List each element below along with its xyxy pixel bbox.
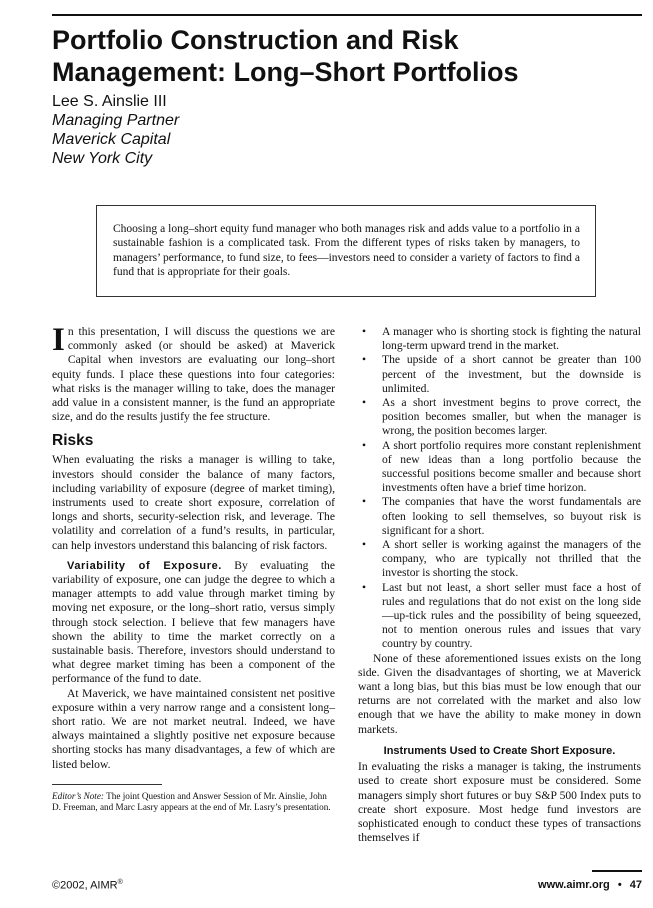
list-item: • A manager who is shorting stock is fighting the natural long-term upward trend in the market.	[358, 325, 641, 353]
disadvantages-list	[358, 325, 641, 652]
left-column	[52, 322, 335, 814]
footer-separator: •	[617, 879, 622, 891]
list-item: • The companies that have the worst fundamentals are often looking to sell themselves, so buyout risk is significant for a short.	[358, 495, 641, 538]
list-item: • The upside of a short cannot be greater than 100 percent of the investment, but the downside is unlimited.	[358, 353, 641, 396]
article-header	[52, 24, 642, 168]
editors-note-label: Editor’s Note:	[52, 790, 104, 801]
author-city: New York City	[52, 150, 153, 167]
editors-note	[52, 791, 335, 814]
drop-cap: I	[52, 322, 65, 358]
variability-heading: Variability of Exposure.	[67, 559, 222, 572]
registered-mark: ®	[117, 879, 123, 886]
instruments-paragraph: In evaluating the risks a manager is taking, the instruments used to create short exposure must be considered. Some managers simply short futures or buy S&P 500 Index puts to create short exposure. Most hedge fund investors are sophisticated enough to conduct these types of transactions themselves if	[358, 760, 641, 845]
variability-paragraph	[52, 559, 335, 687]
section-heading-risks: Risks	[52, 432, 94, 450]
instruments-heading: Instruments Used to Create Short Exposure.	[383, 744, 616, 757]
author-name: Lee S. Ainslie III	[52, 93, 167, 110]
article-title	[52, 24, 642, 88]
top-rule	[52, 14, 642, 16]
long-bias-paragraph: None of these aforementioned issues exists on the long side. Given the disadvantages of shorting, we at Maverick want a long bias, but this bias must be low enough that our returns are not correlated with the market and also low enough that we have the ability to make money in down markets.	[358, 651, 641, 736]
footer-copyright	[52, 879, 123, 892]
footer-website[interactable]: www.aimr.org	[538, 879, 610, 891]
right-column	[358, 325, 641, 845]
intro-text: n this presentation, I will discuss the questions we are commonly asked (or should be asked) at Maverick Capital when investors are evaluating our long–short equity funds. I place these questions into four categories: what risks is the manager willing to take, does the manager add value in a consistent manner, is the fund an appropriate size, and do the results justify the fee structure.	[52, 325, 335, 424]
abstract-text: Choosing a long–short equity fund manager who both manages risk and adds value to a portfolio in a sustainable fashion is a complicated task. From the different types of risks taken by managers, to managers’ performance, to fund size, to fees—investors need to consider a variety of factors to find a fund that is appropriate for their goals.	[113, 223, 580, 279]
title-line-2: Management: Long–Short Portfolios	[52, 57, 519, 87]
variability-text: By evaluating the variability of exposure, one can judge the degree to which a manager attempts to add value through market timing by moving net exposure, or the long–short ratio, versus simply through stock selection. I believe that few managers have shown the ability to time the market correctly on a sustainable basis. Therefore, investors should understand to what degree market timing has been a component of the performance of the fund to date.	[52, 558, 335, 686]
page-number: 47	[629, 879, 642, 891]
list-item: • Last but not least, a short seller must face a host of rules and regulations that do not exist on the long side—up-tick rules and the possibility of being squeezed, not to mention onerous rules and issues that vary country by country.	[358, 581, 641, 652]
footnote-rule	[52, 784, 162, 785]
list-item: • A short seller is working against the managers of the company, who are typically not thrilled that the investor is shorting the stock.	[358, 538, 641, 581]
intro-paragraph	[52, 322, 335, 424]
list-item: • A short portfolio requires more constant replenishment of new ideas than a long portfolio because the successful positions become smaller and because short investments often have a brief time horizon.	[358, 439, 641, 496]
abstract-box	[96, 205, 596, 297]
maverick-paragraph: At Maverick, we have maintained consistent net positive exposure within a very narrow range and a consistent long–short ratio. We are not market neutral. Indeed, we have always maintained a slightly positive net exposure because shorting stocks has many disadvantages, a few of which are listed below.	[52, 686, 335, 771]
copyright-text: ©2002, AIMR	[52, 879, 118, 892]
footer-right	[538, 879, 642, 891]
risks-paragraph: When evaluating the risks a manager is willing to take, investors should consider the balance of many factors, including variability of exposure (degree of market timing), instruments used to create short exposure, correlation of longs and shorts, security-selection risk, and leverage. The volatility and correlation of a fund’s results, in particular, can help investors understand this balancing of risk factors.	[52, 453, 335, 552]
author-company: Maverick Capital	[52, 131, 171, 148]
list-item: • As a short investment begins to prove correct, the position becomes smaller, but when the manager is wrong, the position becomes larger.	[358, 396, 641, 439]
author-role: Managing Partner	[52, 112, 180, 129]
footer-rule	[592, 870, 642, 872]
editors-note-text: The joint Question and Answer Session of Mr. Ainslie, John D. Freeman, and Marc Lasry appears at the end of Mr. Lasry’s presentation.	[52, 790, 331, 813]
title-line-1: Portfolio Construction and Risk	[52, 25, 459, 55]
